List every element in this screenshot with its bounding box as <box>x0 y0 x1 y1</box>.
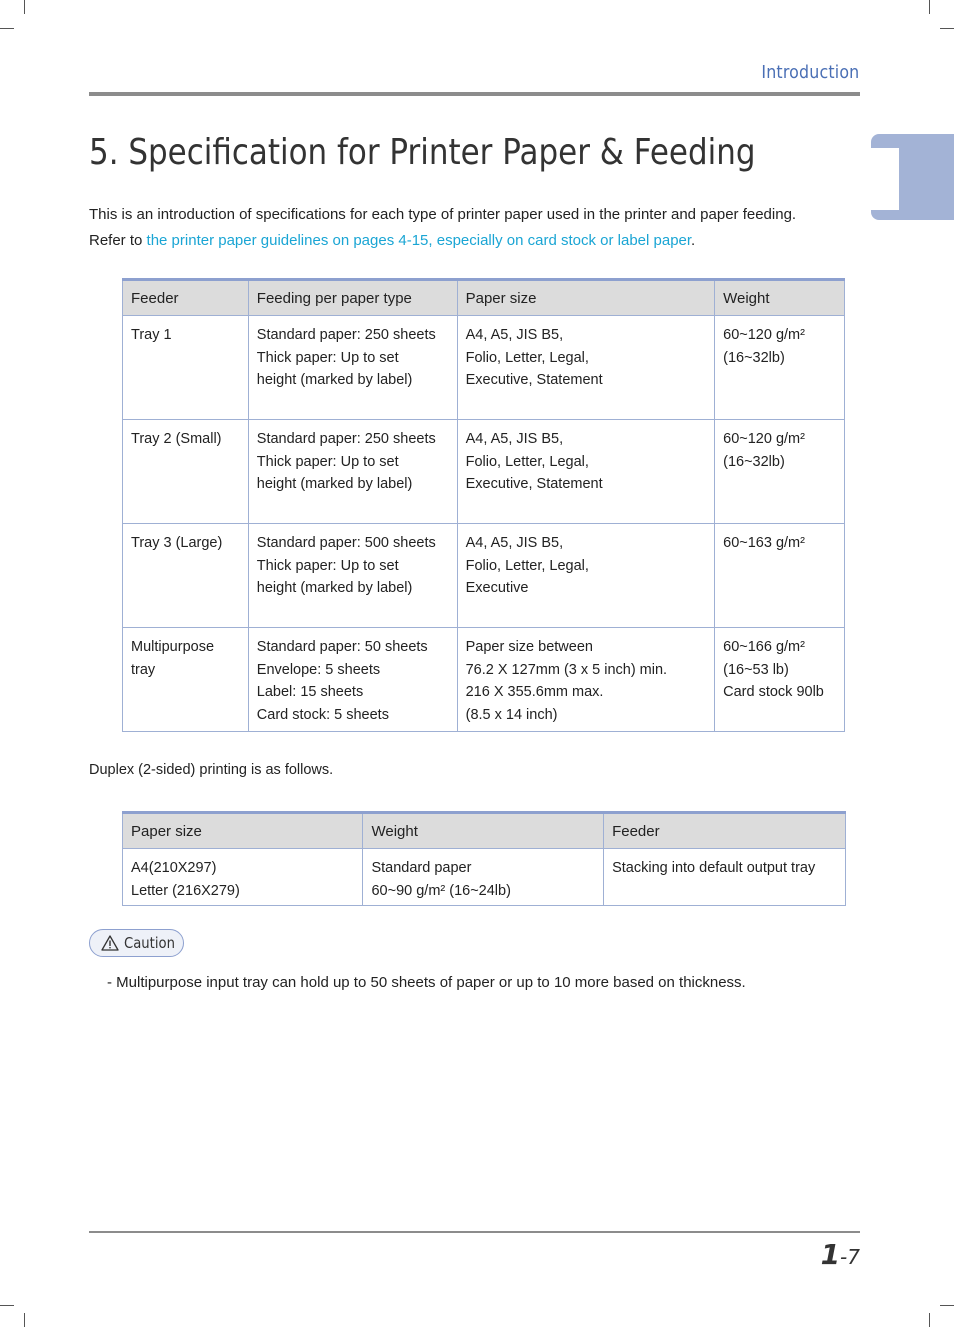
crop-mark <box>929 1313 930 1327</box>
table-cell-size <box>457 524 715 628</box>
cell-line: Executive, Statement <box>465 476 603 492</box>
cell-line: A4(210X297) <box>131 860 217 876</box>
crop-mark <box>0 28 14 29</box>
caution-badge <box>89 929 184 957</box>
chapter-tab-number <box>871 148 899 210</box>
crop-mark <box>940 28 954 29</box>
table-cell-feeder <box>123 316 249 420</box>
header-divider <box>89 92 860 96</box>
cell-line: height (marked by label) <box>256 372 413 388</box>
crop-mark <box>940 1305 954 1306</box>
cell-line: Standard paper <box>371 860 472 876</box>
table-cell-feeder <box>123 420 249 524</box>
refer-suffix: . <box>691 232 696 249</box>
cell-line: 60~163 g/m² <box>723 535 805 551</box>
caution-item: - Multipurpose input tray can hold up to 50 sheets of paper or up to 10 more based on thickness. <box>107 974 746 991</box>
column-header: Feeding per paper type <box>248 280 457 316</box>
table-cell-feeder <box>604 849 846 906</box>
table-cell-size <box>457 420 715 524</box>
cell-line: Thick paper: Up to set <box>256 349 399 366</box>
table-row <box>123 316 845 420</box>
cell-line: A4, A5, JIS B5, <box>465 535 564 551</box>
page-title: 5. Specification for Printer Paper & Feeding <box>89 132 756 173</box>
intro-line: This is an introduction of specifications for each type of printer paper used in the printer and paper feeding. <box>89 206 797 223</box>
feeding-spec-table <box>122 278 845 732</box>
cell-line: Letter (216X279) <box>131 882 240 899</box>
cell-line: Standard paper: 50 sheets <box>256 639 428 655</box>
table-cell-size <box>457 316 715 420</box>
intro-refer-line <box>89 228 859 254</box>
column-header: Feeder <box>123 280 249 316</box>
cell-line: 60~120 g/m² <box>723 431 805 447</box>
caution-label: Caution <box>124 934 175 952</box>
cell-line: Executive, Statement <box>465 372 603 388</box>
table-cell-weight <box>715 628 845 732</box>
cell-line: A4, A5, JIS B5, <box>465 327 564 343</box>
table-header-row <box>123 813 846 849</box>
duplex-note: Duplex (2-sided) printing is as follows. <box>89 762 334 778</box>
page-chapter: 1 <box>820 1238 841 1271</box>
cell-line: Label: 15 sheets <box>256 684 364 700</box>
cell-line: Executive <box>465 580 529 596</box>
table-row <box>123 420 845 524</box>
intro-paragraph <box>89 202 859 254</box>
column-header: Weight <box>363 813 604 849</box>
table-cell-size <box>457 628 715 732</box>
table-cell-weight <box>715 316 845 420</box>
column-header: Paper size <box>123 813 363 849</box>
cell-line: (16~32lb) <box>723 349 785 366</box>
crop-mark <box>0 1305 14 1306</box>
feeding-table-body <box>123 316 845 732</box>
table-cell-feeding <box>248 628 457 732</box>
cell-line: 60~120 g/m² <box>723 327 805 343</box>
table-cell-weight <box>715 420 845 524</box>
cell-line: height (marked by label) <box>256 476 413 492</box>
table-cell-feeding <box>248 524 457 628</box>
guidelines-link[interactable]: the printer paper guidelines on pages 4-15, especially on card stock or label paper <box>146 232 692 249</box>
cell-line: (16~53 lb) <box>723 661 789 678</box>
page-number <box>821 1238 860 1271</box>
table-cell-feeder <box>123 628 249 732</box>
table-cell-feeder <box>123 524 249 628</box>
table-cell-size <box>123 849 363 906</box>
table-cell-weight <box>363 849 604 906</box>
table-row <box>123 628 845 732</box>
crop-mark <box>929 0 930 14</box>
cell-line: Card stock: 5 sheets <box>256 706 389 723</box>
table-cell-weight <box>715 524 845 628</box>
footer-divider <box>89 1231 860 1233</box>
cell-line: Folio, Letter, Legal, <box>465 453 589 470</box>
cell-line: Paper size between <box>465 639 593 655</box>
cell-line: (8.5 x 14 inch) <box>465 706 558 723</box>
cell-line: height (marked by label) <box>256 580 413 596</box>
cell-line: Thick paper: Up to set <box>256 557 399 574</box>
warning-triangle-icon <box>101 935 119 951</box>
column-header: Weight <box>715 280 845 316</box>
cell-line: Envelope: 5 sheets <box>256 661 381 678</box>
duplex-table-body <box>123 849 846 906</box>
table-cell-feeding <box>248 316 457 420</box>
crop-mark <box>24 1313 25 1327</box>
cell-line: Multipurpose <box>131 639 215 655</box>
page-index: -7 <box>840 1245 860 1269</box>
cell-line: tray <box>131 661 156 678</box>
refer-prefix: Refer to <box>89 232 147 249</box>
table-header-row <box>123 280 845 316</box>
cell-line: 216 X 355.6mm max. <box>465 684 604 700</box>
cell-line: Tray 3 (Large) <box>131 535 223 551</box>
cell-line: 60~90 g/m² (16~24lb) <box>371 882 511 899</box>
cell-line: Tray 1 <box>131 327 172 343</box>
cell-line: Stacking into default output tray <box>612 860 816 876</box>
cell-line: Standard paper: 250 sheets <box>256 431 436 447</box>
table-row <box>123 849 846 906</box>
cell-line: Thick paper: Up to set <box>256 453 399 470</box>
section-header: Introduction <box>760 62 859 83</box>
cell-line: Folio, Letter, Legal, <box>465 349 589 366</box>
table-row <box>123 524 845 628</box>
cell-line: 60~166 g/m² <box>723 639 805 655</box>
cell-line: Standard paper: 500 sheets <box>256 535 436 551</box>
cell-line: Standard paper: 250 sheets <box>256 327 436 343</box>
cell-line: Card stock 90lb <box>723 684 824 700</box>
crop-mark <box>24 0 25 14</box>
column-header: Feeder <box>604 813 846 849</box>
cell-line: A4, A5, JIS B5, <box>465 431 564 447</box>
cell-line: Folio, Letter, Legal, <box>465 557 589 574</box>
column-header: Paper size <box>457 280 715 316</box>
table-cell-feeding <box>248 420 457 524</box>
duplex-spec-table <box>122 811 846 906</box>
cell-line: (16~32lb) <box>723 453 785 470</box>
cell-line: 76.2 X 127mm (3 x 5 inch) min. <box>465 661 668 678</box>
cell-line: Tray 2 (Small) <box>131 431 222 447</box>
chapter-tab <box>871 134 954 220</box>
